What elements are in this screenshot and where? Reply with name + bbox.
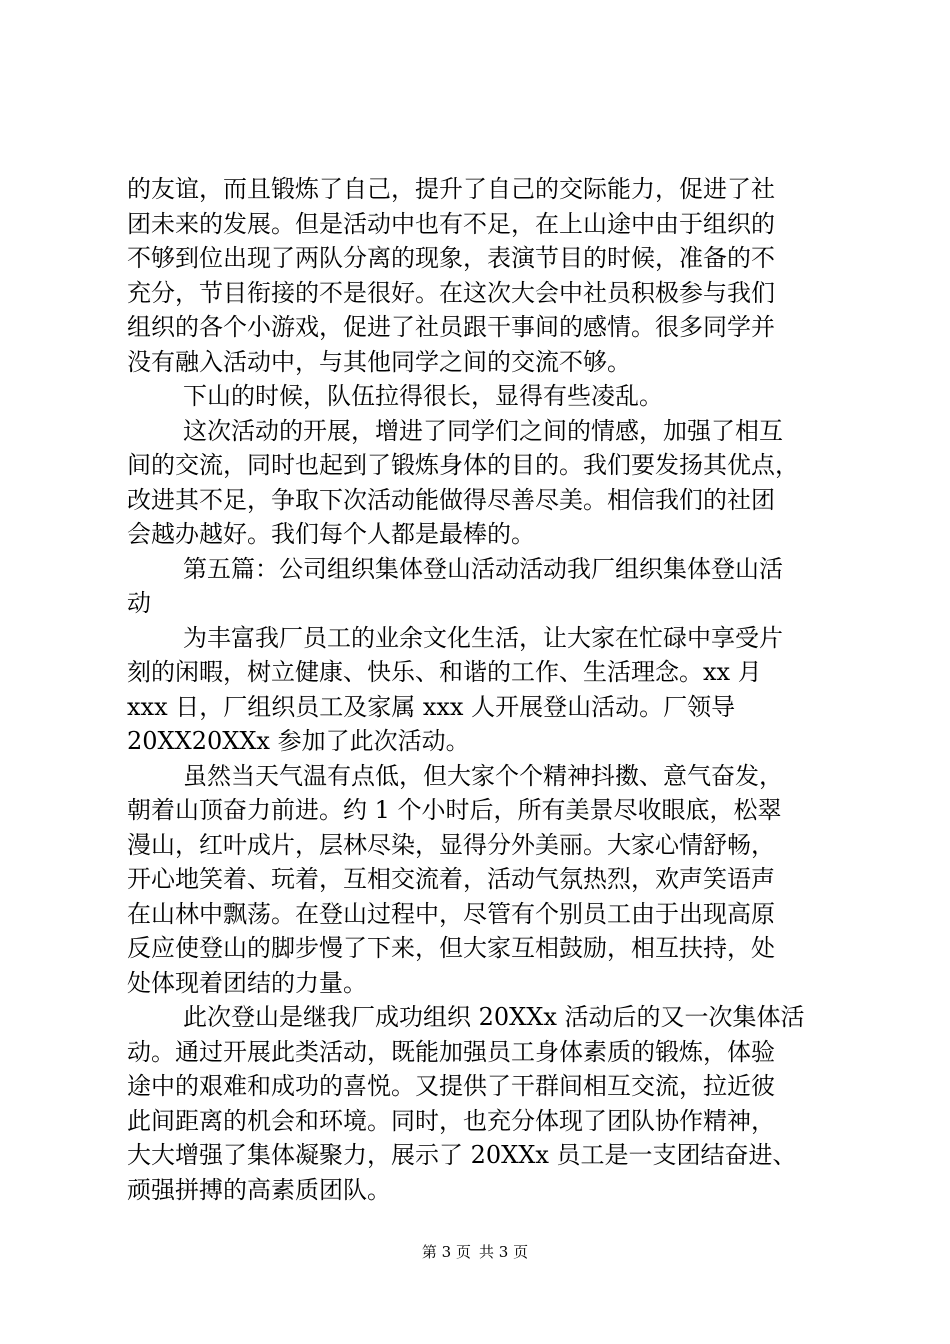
paragraph-start-line: 下山的时候，队伍拉得很长，显得有些凌乱。 <box>183 382 663 410</box>
text-line: 大大增强了集体凝聚力，展示了 20XXx 员工是一支团结奋进、 <box>127 1141 797 1169</box>
text-line: 的友谊，而且锻炼了自己，提升了自己的交际能力，促进了社 <box>127 175 775 203</box>
text-line: 没有融入活动中，与其他同学之间的交流不够。 <box>127 347 631 376</box>
text-line: 朝着山顶奋力前进。约 1 个小时后，所有美景尽收眼底，松翠 <box>127 796 782 824</box>
text-line: xxx 日，厂组织员工及家属 xxx 人开展登山活动。厂领导 <box>127 692 736 721</box>
text-line: 反应使登山的脚步慢了下来，但大家互相鼓励，相互扶持，处 <box>127 934 775 962</box>
paragraph-start-line: 为丰富我厂员工的业余文化生活，让大家在忙碌中享受片 <box>183 623 783 652</box>
text-line: 间的交流，同时也起到了锻炼身体的目的。我们要发扬其优点， <box>127 451 799 479</box>
paragraph-start-line: 这次活动的开展，增进了同学们之间的情感，加强了相互 <box>183 416 783 445</box>
text-line: 改进其不足，争取下次活动能做得尽善尽美。相信我们的社团 <box>127 485 775 514</box>
text-line: 开心地笑着、玩着，互相交流着，活动气氛热烈，欢声笑语声 <box>127 865 775 893</box>
text-line: 会越办越好。我们每个人都是最棒的。 <box>127 520 535 548</box>
text-line: 不够到位出现了两队分离的现象，表演节目的时候，准备的不 <box>127 244 775 272</box>
text-line: 团未来的发展。但是活动中也有不足，在上山途中由于组织的 <box>127 209 775 238</box>
text-line: 顽强拼搏的高素质团队。 <box>127 1175 391 1204</box>
text-line: 组织的各个小游戏，促进了社员跟干事间的感情。很多同学并 <box>127 313 775 341</box>
section-heading-line: 动 <box>127 589 151 617</box>
paragraph-start-line: 此次登山是继我厂成功组织 20XXx 活动后的又一次集体活 <box>183 1003 805 1031</box>
page-number: 第 3 页 <box>421 1243 471 1261</box>
text-line: 在山林中飘荡。在登山过程中，尽管有个别员工由于出现高原 <box>127 899 775 928</box>
text-line: 处体现着团结的力量。 <box>127 968 367 997</box>
text-line: 动。通过开展此类活动，既能加强员工身体素质的锻炼，体验 <box>127 1037 775 1066</box>
text-line: 刻的闲暇，树立健康、快乐、和谐的工作、生活理念。xx 月 <box>127 658 762 686</box>
text-line: 漫山，红叶成片，层林尽染，显得分外美丽。大家心情舒畅， <box>127 830 775 859</box>
paragraph-start-line: 虽然当天气温有点低，但大家个个精神抖擞、意气奋发， <box>183 761 783 790</box>
text-line: 途中的艰难和成功的喜悦。又提供了干群间相互交流，拉近彼 <box>127 1072 775 1100</box>
page-footer <box>0 1242 950 1262</box>
page-total: 共 3 页 <box>479 1243 529 1261</box>
document-body <box>127 172 827 1207</box>
text-line: 此间距离的机会和环境。同时，也充分体现了团队协作精神， <box>127 1106 775 1135</box>
section-heading-line: 第五篇：公司组织集体登山活动活动我厂组织集体登山活 <box>183 554 783 583</box>
text-line: 20XX20XXx 参加了此次活动。 <box>127 727 470 755</box>
text-line: 充分，节目衔接的不是很好。在这次大会中社员积极参与我们 <box>127 278 775 307</box>
